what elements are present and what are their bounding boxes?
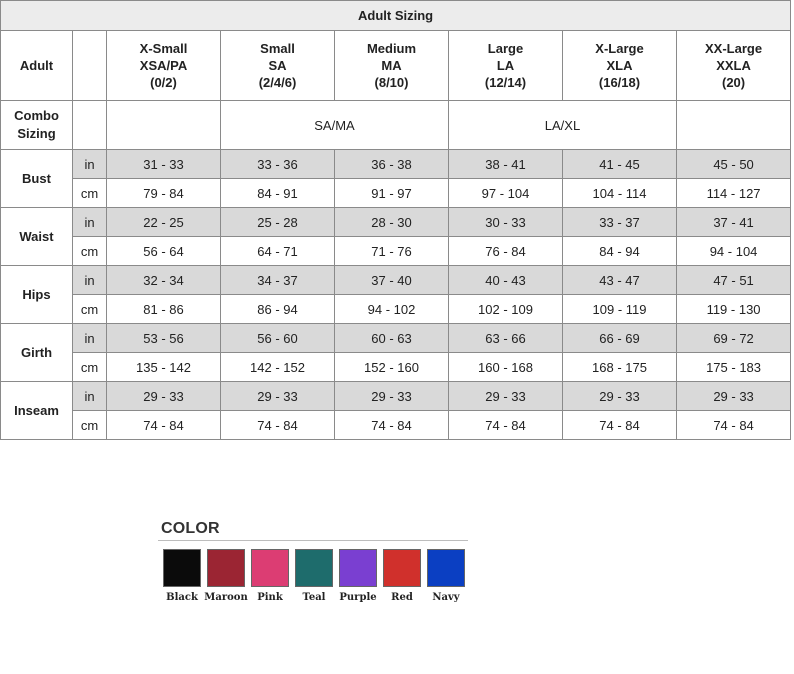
measurement-value: 63 - 66 [449, 324, 563, 353]
color-swatch [427, 549, 465, 603]
measurement-value: 84 - 91 [221, 179, 335, 208]
color-chip [295, 549, 333, 587]
combo-label-line2: Sizing [17, 126, 56, 141]
color-chip [207, 549, 245, 587]
size-header [335, 31, 449, 101]
measurement-value: 74 - 84 [221, 411, 335, 440]
measurement-value: 33 - 36 [221, 150, 335, 179]
size-header-name: XX-Large [705, 41, 763, 56]
color-label: Black [166, 592, 198, 603]
measurement-value: 102 - 109 [449, 295, 563, 324]
measurement-value: 32 - 34 [107, 266, 221, 295]
unit-label: in [73, 382, 107, 411]
size-header [677, 31, 791, 101]
measurement-value: 37 - 41 [677, 208, 791, 237]
measurement-value: 69 - 72 [677, 324, 791, 353]
combo-group-la-xl: LA/XL [449, 101, 677, 150]
measurement-value: 79 - 84 [107, 179, 221, 208]
size-header-code: MA [381, 58, 402, 73]
measurement-value: 74 - 84 [335, 411, 449, 440]
unit-label: cm [73, 411, 107, 440]
measurement-value: 135 - 142 [107, 353, 221, 382]
measurement-value: 168 - 175 [563, 353, 677, 382]
measurement-value: 28 - 30 [335, 208, 449, 237]
color-label: Purple [339, 592, 377, 603]
size-header-range: (8/10) [374, 75, 409, 90]
measurement-value: 34 - 37 [221, 266, 335, 295]
color-swatch [204, 549, 248, 603]
measurement-value: 53 - 56 [107, 324, 221, 353]
measurement-value: 114 - 127 [677, 179, 791, 208]
unit-label: in [73, 150, 107, 179]
unit-label: cm [73, 179, 107, 208]
measurement-label: Hips [1, 266, 73, 324]
size-header-range: (0/2) [150, 75, 177, 90]
measurement-value: 56 - 64 [107, 237, 221, 266]
color-chip [427, 549, 465, 587]
size-header-range: (12/14) [484, 75, 527, 90]
measurement-row [1, 237, 791, 266]
combo-empty-xs [107, 101, 221, 150]
measurement-value: 74 - 84 [449, 411, 563, 440]
measurement-value: 81 - 86 [107, 295, 221, 324]
blank-unit-cell [73, 101, 107, 150]
measurement-value: 36 - 38 [335, 150, 449, 179]
size-header-name: X-Large [595, 41, 644, 56]
color-swatch [339, 549, 377, 603]
measurement-value: 29 - 33 [563, 382, 677, 411]
size-header-name: Medium [366, 41, 417, 56]
size-header-range: (2/4/6) [258, 75, 297, 90]
measurement-value: 29 - 33 [449, 382, 563, 411]
measurement-value: 104 - 114 [563, 179, 677, 208]
size-header-code: XLA [606, 58, 633, 73]
size-header-range: (16/18) [598, 75, 641, 90]
color-chip [163, 549, 201, 587]
size-header-code: SA [268, 58, 287, 73]
size-header-name: X-Small [139, 41, 188, 56]
size-header [563, 31, 677, 101]
measurement-value: 86 - 94 [221, 295, 335, 324]
measurement-value: 94 - 104 [677, 237, 791, 266]
unit-label: in [73, 208, 107, 237]
measurement-value: 37 - 40 [335, 266, 449, 295]
color-chip [339, 549, 377, 587]
color-chip [251, 549, 289, 587]
color-swatch [295, 549, 333, 603]
measurement-value: 41 - 45 [563, 150, 677, 179]
measurement-row [1, 382, 791, 411]
measurement-value: 74 - 84 [677, 411, 791, 440]
measurement-value: 94 - 102 [335, 295, 449, 324]
color-label: Red [391, 592, 413, 603]
measurement-value: 84 - 94 [563, 237, 677, 266]
color-swatch [251, 549, 289, 603]
combo-sizing-label [1, 101, 73, 150]
table-title: Adult Sizing [1, 1, 791, 31]
measurement-row [1, 150, 791, 179]
color-swatch [383, 549, 421, 603]
measurement-value: 56 - 60 [221, 324, 335, 353]
measurement-label: Girth [1, 324, 73, 382]
color-swatch-list [163, 549, 468, 603]
measurement-row [1, 411, 791, 440]
measurement-value: 97 - 104 [449, 179, 563, 208]
color-title: COLOR [161, 520, 220, 537]
measurement-row [1, 353, 791, 382]
combo-empty-xxl [677, 101, 791, 150]
size-header-code: XXLA [716, 58, 751, 73]
color-swatch [163, 549, 201, 603]
measurement-value: 66 - 69 [563, 324, 677, 353]
size-header-code: XSA/PA [139, 58, 188, 73]
measurement-value: 152 - 160 [335, 353, 449, 382]
measurement-value: 160 - 168 [449, 353, 563, 382]
measurement-value: 22 - 25 [107, 208, 221, 237]
combo-label-line1: Combo [14, 108, 59, 123]
measurement-value: 91 - 97 [335, 179, 449, 208]
measurement-value: 33 - 37 [563, 208, 677, 237]
measurement-value: 71 - 76 [335, 237, 449, 266]
color-chip [383, 549, 421, 587]
blank-unit-header [73, 31, 107, 101]
combo-group-sa-ma: SA/MA [221, 101, 449, 150]
measurement-value: 25 - 28 [221, 208, 335, 237]
unit-label: in [73, 266, 107, 295]
measurement-label: Bust [1, 150, 73, 208]
size-header [449, 31, 563, 101]
measurement-value: 45 - 50 [677, 150, 791, 179]
measurement-value: 74 - 84 [563, 411, 677, 440]
measurement-value: 74 - 84 [107, 411, 221, 440]
measurement-value: 31 - 33 [107, 150, 221, 179]
unit-label: in [73, 324, 107, 353]
measurement-value: 43 - 47 [563, 266, 677, 295]
measurement-value: 109 - 119 [563, 295, 677, 324]
measurement-row [1, 208, 791, 237]
measurement-value: 47 - 51 [677, 266, 791, 295]
measurement-value: 30 - 33 [449, 208, 563, 237]
size-header [107, 31, 221, 101]
measurement-row [1, 266, 791, 295]
measurement-value: 119 - 130 [677, 295, 791, 324]
measurement-value: 142 - 152 [221, 353, 335, 382]
measurement-value: 64 - 71 [221, 237, 335, 266]
measurement-value: 29 - 33 [335, 382, 449, 411]
size-header [221, 31, 335, 101]
size-header-name: Large [487, 41, 524, 56]
color-panel [158, 520, 468, 603]
color-label: Pink [257, 592, 283, 603]
corner-label: Adult [1, 31, 73, 101]
size-header-code: LA [496, 58, 515, 73]
measurement-value: 76 - 84 [449, 237, 563, 266]
unit-label: cm [73, 237, 107, 266]
measurement-value: 29 - 33 [677, 382, 791, 411]
measurement-label: Waist [1, 208, 73, 266]
measurement-value: 40 - 43 [449, 266, 563, 295]
measurement-row [1, 324, 791, 353]
color-label: Navy [432, 592, 460, 603]
color-label: Teal [302, 592, 326, 603]
measurement-value: 29 - 33 [107, 382, 221, 411]
measurement-value: 175 - 183 [677, 353, 791, 382]
measurement-row [1, 179, 791, 208]
unit-label: cm [73, 353, 107, 382]
color-label: Maroon [204, 592, 248, 603]
measurement-value: 38 - 41 [449, 150, 563, 179]
measurement-value: 29 - 33 [221, 382, 335, 411]
measurement-value: 60 - 63 [335, 324, 449, 353]
color-divider [158, 540, 468, 541]
size-header-range: (20) [721, 75, 746, 90]
measurement-label: Inseam [1, 382, 73, 440]
measurement-row [1, 295, 791, 324]
size-header-name: Small [260, 41, 295, 56]
unit-label: cm [73, 295, 107, 324]
